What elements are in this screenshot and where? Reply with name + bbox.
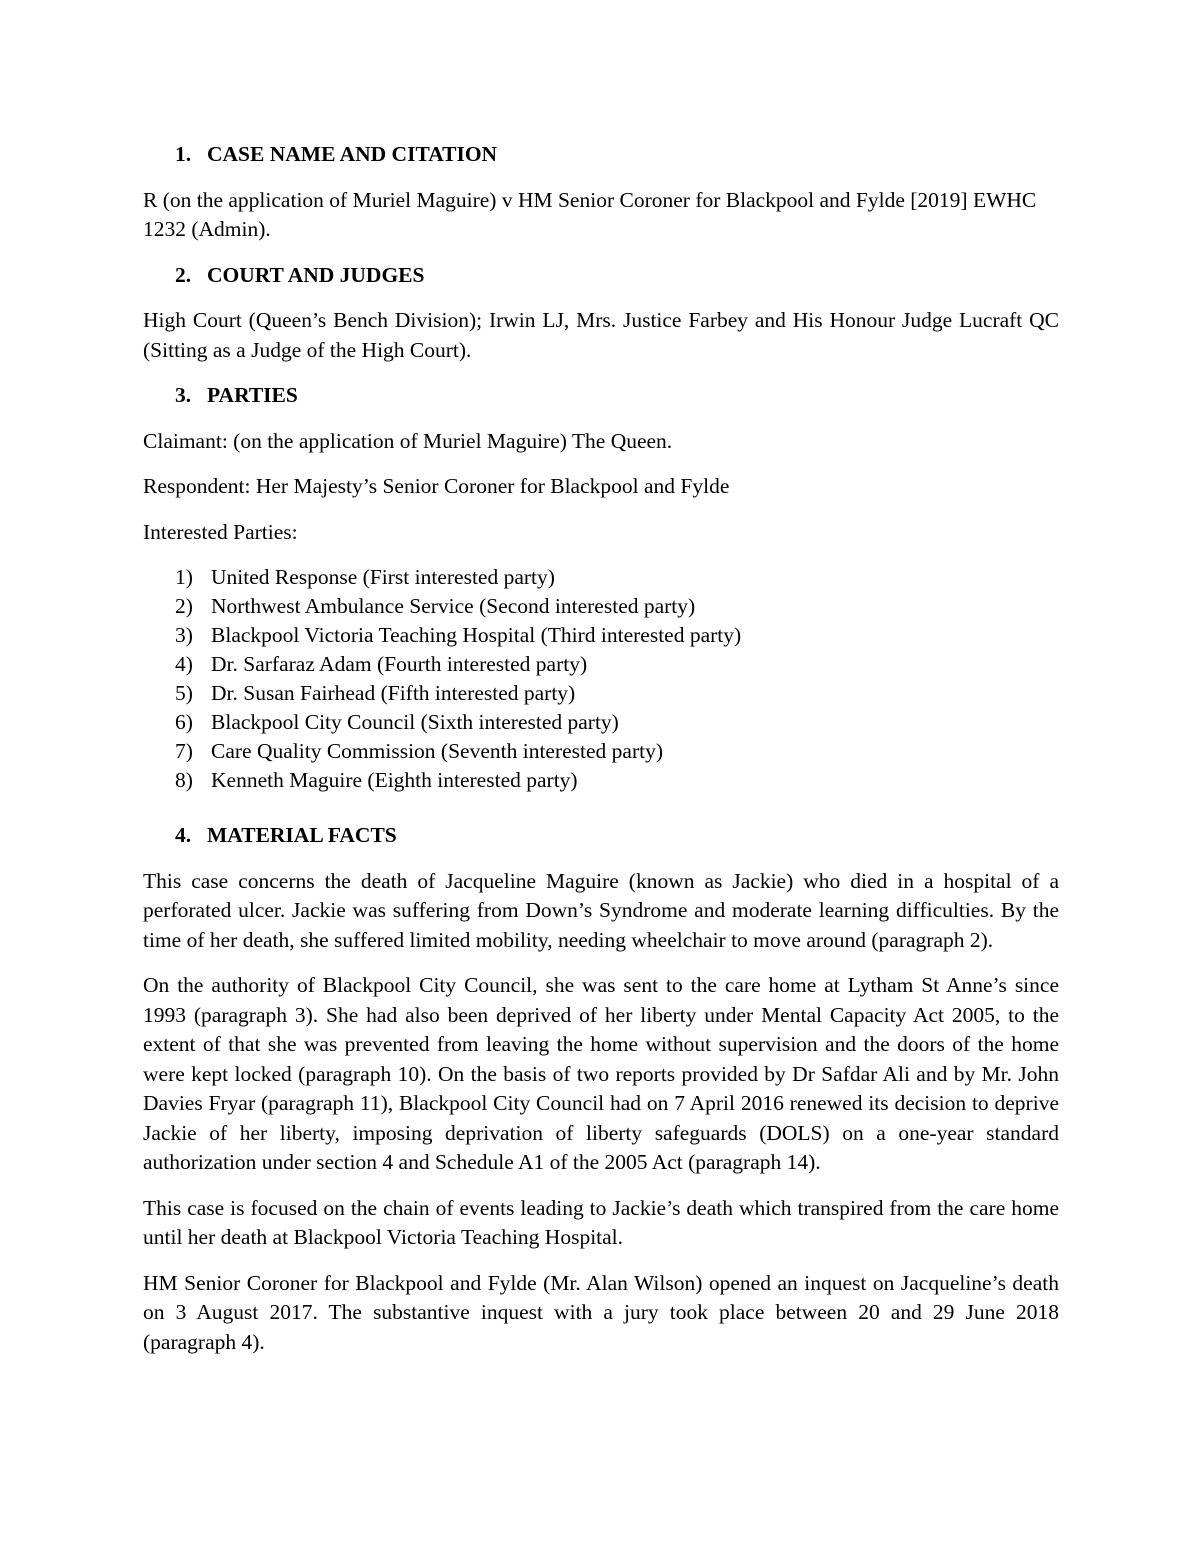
section-title: CASE NAME AND CITATION xyxy=(207,142,498,166)
section-number: 3. xyxy=(175,383,192,407)
list-item-text: Dr. Sarfaraz Adam (Fourth interested party) xyxy=(211,652,588,676)
list-marker: 6) xyxy=(175,710,193,734)
list-marker: 3) xyxy=(175,623,193,647)
section-title: COURT AND JUDGES xyxy=(207,262,425,287)
section-title: MATERIAL FACTS xyxy=(207,823,397,847)
list-item-text: Dr. Susan Fairhead (Fifth interested party) xyxy=(211,681,576,705)
interested-parties-label: Interested Parties: xyxy=(143,519,298,544)
list-marker: 5) xyxy=(175,681,193,705)
facts-paragraph-2: On the authority of Blackpool City Council, she was sent to the care home at Lytham St Anne’s since 1993 (paragraph 3). She had also been deprived of her liberty under Mental Capacity Act 2005, to the extent of that she was prevented from leaving the home without supervision and the doors of the home were kept locked (paragraph 10). On the basis of two reports provided by Dr Safdar Ali and by Mr. John Davies Fryar (paragraph 11), Blackpool City Council had on 7 April 2016 renewed its decision to deprive Jackie of her liberty, imposing deprivation of liberty safeguards (DOLS) on a one-year standard authorization under section 4 and Schedule A1 of the 2005 Act (paragraph 14). xyxy=(143,973,1059,1174)
court-paragraph: High Court (Queen’s Bench Division); Irwin LJ, Mrs. Justice Farbey and His Honour Judge Lucraft QC (Sitting as a Judge of the High Court). xyxy=(143,308,1059,362)
list-item-text: Kenneth Maguire (Eighth interested party) xyxy=(211,768,578,792)
section-heading-parties xyxy=(143,381,1059,411)
list-item-text: United Response (First interested party) xyxy=(211,565,555,589)
list-item xyxy=(143,592,1059,621)
list-marker: 8) xyxy=(175,768,193,792)
section-heading-material-facts xyxy=(143,821,1059,851)
section-number: 2. xyxy=(175,262,192,287)
facts-paragraph-4: HM Senior Coroner for Blackpool and Fylde (Mr. Alan Wilson) opened an inquest on Jacqueline’s death on 3 August 2017. The substantive inquest with a jury took place between 20 and 29 June 2018 (paragraph 4). xyxy=(143,1270,1059,1354)
list-item xyxy=(143,737,1059,766)
section-heading-court xyxy=(143,261,1059,291)
case-citation-paragraph: R (on the application of Muriel Maguire) v HM Senior Coroner for Blackpool and Fylde [2019] EWHC 1232 (Admin). xyxy=(143,187,1037,241)
list-item-text: Northwest Ambulance Service (Second interested party) xyxy=(211,594,696,618)
list-marker: 2) xyxy=(175,594,193,618)
list-marker: 4) xyxy=(175,652,193,676)
respondent-paragraph: Respondent: Her Majesty’s Senior Coroner for Blackpool and Fylde xyxy=(143,474,730,498)
section-heading-case-name xyxy=(143,140,1059,170)
document-page xyxy=(143,140,1059,1373)
facts-paragraph-3: This case is focused on the chain of events leading to Jackie’s death which transpired from the care home until her death at Blackpool Victoria Teaching Hospital. xyxy=(143,1195,1059,1249)
section-number: 1. xyxy=(175,142,192,166)
list-marker: 1) xyxy=(175,565,193,589)
list-item-text: Blackpool Victoria Teaching Hospital (Third interested party) xyxy=(211,623,742,647)
list-item xyxy=(143,563,1059,592)
section-number: 4. xyxy=(175,823,192,847)
list-item-text: Blackpool City Council (Sixth interested party) xyxy=(211,710,619,734)
list-marker: 7) xyxy=(175,739,193,763)
section-title: PARTIES xyxy=(207,383,298,407)
list-item xyxy=(143,708,1059,737)
list-item-text: Care Quality Commission (Seventh interested party) xyxy=(211,739,664,763)
list-item xyxy=(143,650,1059,679)
facts-paragraph-1: This case concerns the death of Jacqueline Maguire (known as Jackie) who died in a hospital of a perforated ulcer. Jackie was suffering from Down’s Syndrome and moderate learning difficulties. By the time of her death, she suffered limited mobility, needing wheelchair to move around (paragraph 2). xyxy=(143,868,1059,952)
list-item xyxy=(143,766,1059,795)
list-item xyxy=(143,621,1059,650)
interested-parties-list xyxy=(143,563,1059,795)
claimant-paragraph: Claimant: (on the application of Muriel Maguire) The Queen. xyxy=(143,428,673,453)
list-item xyxy=(143,679,1059,708)
